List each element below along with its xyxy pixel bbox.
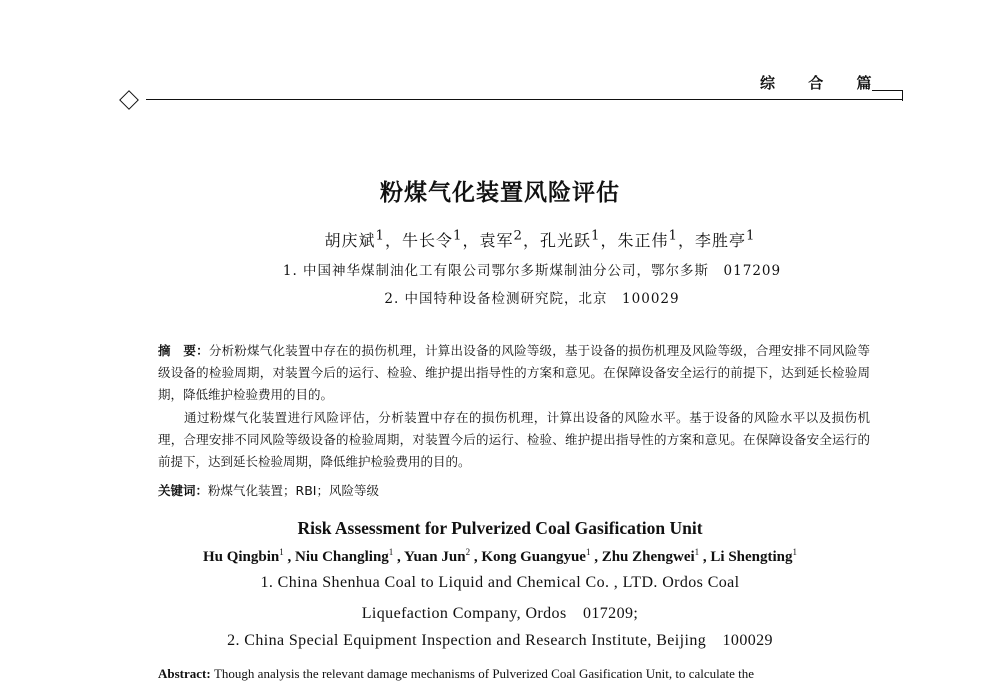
keywords-cn-label: 关键词： bbox=[158, 483, 209, 498]
author-aff-mark: 1 bbox=[279, 547, 284, 557]
author-aff-mark: 1 bbox=[746, 228, 756, 244]
author-aff-mark: 1 bbox=[452, 228, 463, 244]
keywords-cn-text: 粉煤气化装置；RBI；风险等级 bbox=[208, 483, 379, 498]
author-aff-mark: 1 bbox=[591, 228, 601, 244]
abstract-cn-label: 摘 要： bbox=[158, 343, 209, 358]
title-en: Risk Assessment for Pulverized Coal Gasification Unit bbox=[297, 518, 703, 538]
affiliation-en-2: 2. China Special Equipment Inspection and Research Institute, Beijing 100029 bbox=[227, 632, 773, 649]
diamond-icon bbox=[119, 90, 139, 110]
abstract-cn-para2: 通过粉煤气化装置进行风险评估，分析装置中存在的损伤机理，计算出设备的风险水平。基于设备的风险水平以及损伤机理，合理安排不同风险等级设备的检验周期，对装置今后的运行、检验、维护提出指导性的方案和意见。在保障设备安全运行的前提下，达到延长检验周期，降低维护检验费用的目的。 bbox=[158, 410, 870, 469]
author-en: Yuan Jun bbox=[404, 549, 466, 565]
section-header: 综 合 篇 bbox=[760, 74, 886, 92]
author-en: Zhu Zhengwei bbox=[601, 549, 695, 565]
author-aff-mark: 1 bbox=[585, 547, 591, 557]
author-aff-mark: 2 bbox=[465, 547, 471, 557]
author-aff-mark: 2 bbox=[513, 228, 523, 244]
authors-cn: 胡庆斌$^1$，牛长令$^1$，袁军$^2$，孔光跃$^1$，朱正伟$^1$，李胜亭$^1$ bbox=[324, 228, 756, 250]
abstract-en: Abstract: Though analysis the relevant damage mechanisms of Pulverized Coal Gasification Unit, to calculate the bbox=[158, 666, 755, 681]
affiliation-cn-1: 1. 中国神华煤制油化工有限公司鄂尔多斯煤制油分公司，鄂尔多斯 017209 bbox=[282, 263, 782, 279]
author-en: Kong Guangyue bbox=[481, 549, 586, 565]
author-cn: 朱正伟 bbox=[617, 231, 669, 250]
author-aff-mark: 1 bbox=[792, 547, 798, 557]
abstract-cn-para1: 分析粉煤气化装置中存在的损伤机理，计算出设备的风险等级，基于设备的损伤机理及风险等级，合理安排不同风险等级设备的检验周期，对装置今后的运行、检验、维护提出指导性的方案和意见。在保障设备安全运行的前提下，达到延长检验周期，降低维护检验费用的目的。 bbox=[158, 343, 870, 402]
affiliation-en-1-cont: Liquefaction Company, Ordos 017209; bbox=[361, 605, 639, 622]
affiliation-cn-2: 2. 中国特种设备检测研究院，北京 100029 bbox=[384, 291, 680, 307]
author-en: Li Shengting bbox=[710, 549, 793, 565]
author-aff-mark: 1 bbox=[375, 228, 385, 244]
abstract-en-text: Though analysis the relevant damage mechanisms of Pulverized Coal Gasification Unit, to calculate the bbox=[213, 666, 755, 681]
abstract-cn bbox=[158, 340, 870, 406]
author-en: Niu Changling bbox=[295, 549, 389, 565]
authors-en: Hu Qingbin$^1$ , Niu Changling$^1$ , Yuan Jun$^2$ , Kong Guangyue$^1$ , Zhu Zhengwei$^1$ , Li Shengting$^1$ bbox=[202, 547, 798, 565]
author-aff-mark: 1 bbox=[668, 228, 679, 244]
header-rule-tab bbox=[872, 90, 903, 101]
title-cn: 粉煤气化装置风险评估 bbox=[380, 179, 620, 206]
author-cn: 孔光跃 bbox=[540, 231, 592, 250]
header-rule bbox=[146, 99, 902, 100]
abstract-en-label: Abstract bbox=[158, 666, 207, 681]
author-en: Hu Qingbin bbox=[202, 549, 280, 565]
author-cn: 李胜亭 bbox=[695, 231, 747, 250]
affiliation-en-1: 1. China Shenhua Coal to Liquid and Chemical Co. , LTD. Ordos Coal bbox=[260, 574, 740, 591]
author-cn: 胡庆斌 bbox=[324, 231, 376, 250]
author-cn: 袁军 bbox=[479, 231, 514, 250]
author-cn: 牛长令 bbox=[401, 231, 453, 250]
author-aff-mark: 1 bbox=[694, 547, 700, 557]
author-aff-mark: 1 bbox=[388, 547, 394, 557]
keywords-cn bbox=[158, 480, 870, 502]
